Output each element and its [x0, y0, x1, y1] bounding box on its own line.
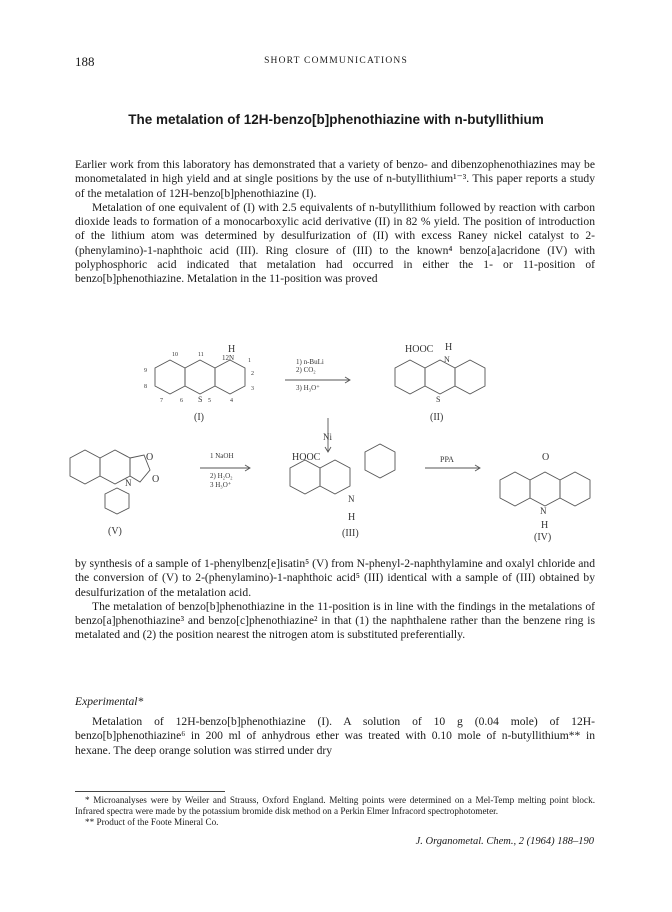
- iv-o-label: O: [542, 452, 550, 463]
- intro-paragraph: Earlier work from this laboratory has demonstrated that a variety of benzo- and dibenzophenothiazines may be monometalated in high yield and at single positions by the use of n-butyllithium¹⁻³. This paper reports a study of the metalation of 12H-benzo[b]phenothiazine (I).: [75, 158, 595, 200]
- footnote-1: * Microanalyses were by Weiler and Strauss, Oxford England. Melting points were determined on a Mel-Temp melting point block. Infrared spectra were made by the potassium bromide disk method on a Perkin Elmer Infracord spectrophotometer.: [75, 795, 595, 816]
- ring-iv-right: [560, 472, 590, 506]
- reagent-naoh-1: 1 NaOH: [210, 452, 234, 460]
- ring-i-mid: [185, 360, 215, 394]
- iv-n-label: N: [540, 506, 547, 516]
- conclusion-paragraph: The metalation of benzo[b]phenothiazine in the 11-position is in line with the findings in the metalations of benzo[a]phenothiazine³ and benzo[c]phenothiazine² in that (1) the naphthalene rather than the benzene ring is metalated and (2) the position nearest the nitrogen atom is substituted preferentially.: [75, 599, 595, 642]
- label-compound-iv: (IV): [534, 532, 552, 543]
- reagent-ppa: PPA: [440, 455, 454, 464]
- ii-h-label: H: [445, 342, 453, 353]
- footnotes: [75, 795, 595, 828]
- v-o-label-1: O: [146, 452, 154, 463]
- i-h-label: H: [228, 344, 236, 355]
- i-pos-6: 6: [180, 398, 183, 404]
- ring-i-right: [215, 360, 245, 394]
- footnote-rule: [75, 791, 225, 792]
- v-o-label-2: O: [152, 474, 160, 485]
- page-number: 188: [75, 54, 95, 69]
- i-pos-2: 2: [251, 371, 254, 377]
- i-pos-8: 8: [144, 384, 147, 390]
- reagent-step-2: 2) CO₂: [296, 366, 316, 374]
- i-pos-10: 10: [172, 352, 178, 358]
- i-pos-9: 9: [144, 368, 147, 374]
- label-compound-i: (I): [194, 412, 204, 423]
- ring-ii-left: [395, 360, 425, 394]
- iii-n-label: N: [348, 494, 355, 504]
- journal-citation: J. Organometal. Chem., 2 (1964) 188–190: [415, 836, 594, 847]
- ring-v-phenyl: [105, 488, 129, 514]
- reagent-naoh-3: 3 H₃O⁺: [210, 481, 232, 489]
- running-title: SHORT COMMUNICATIONS: [264, 56, 408, 66]
- reagent-step-1: 1) n-BuLi: [296, 358, 324, 366]
- intro-section: [75, 158, 595, 287]
- reagent-naoh-2: 2) H₂O₂: [210, 472, 233, 480]
- ring-iii-left: [290, 460, 320, 494]
- v-n-label: N: [125, 478, 132, 488]
- ring-v-left: [70, 450, 100, 484]
- ring-iii-mid: [320, 460, 350, 494]
- ring-iv-left: [500, 472, 530, 506]
- ii-s-label: S: [436, 395, 441, 404]
- experimental-paragraph: Metalation of 12H-benzo[b]phenothiazine (I). A solution of 10 g (0.04 mole) of 12H-benzo[b]phenothiazine⁶ in 200 ml of anhydrous ether was treated with 0.10 mole of n-butyllithium** in hexane. The deep orange solution was stirred under dry: [75, 715, 595, 757]
- ring-ii-mid: [425, 360, 455, 394]
- reagent-ni: Ni: [323, 432, 332, 442]
- i-pos-3: 3: [251, 386, 254, 392]
- i-pos-11: 11: [198, 352, 204, 358]
- ring-ii-right: [455, 360, 485, 394]
- i-pos-7: 7: [160, 398, 163, 404]
- i-pos-4: 4: [230, 398, 233, 404]
- label-compound-iii: (III): [342, 528, 359, 539]
- footnote-2: ** Product of the Foote Mineral Co.: [85, 817, 219, 827]
- reagent-step-3: 3) H₃O⁺: [296, 384, 320, 392]
- discussion-section: [75, 557, 595, 643]
- label-compound-ii: (II): [430, 412, 444, 423]
- iv-h-label: H: [541, 520, 549, 531]
- iii-h-label: H: [348, 512, 356, 523]
- experimental-heading: Experimental*: [75, 695, 144, 708]
- experimental-section: [75, 715, 595, 758]
- ii-hooc-label: HOOC: [405, 344, 434, 355]
- results-paragraph: Metalation of one equivalent of (I) with 2.5 equivalents of n-butyllithium followed by reaction with carbon dioxide leads to formation of a monocarboxylic acid derivative (II) in 82 % yield. The position of introduction of the lithium atom was determined by desulfurization of (II) with excess Raney nickel catalyst to 2-(phenylamino)-1-naphthoic acid (III). Ring closure of (III) to the known⁴ benzo[a]acridone (IV) with polyphosphoric acid indicated that metalation had occurred in either the 1- or 11-position of benzo[b]phenothiazine. Metalation in the 11-position was proved: [75, 200, 595, 286]
- ring-iv-mid: [530, 472, 560, 506]
- ring-i-left: [155, 360, 185, 394]
- i-pos-5: 5: [208, 398, 211, 404]
- reaction-scheme: [60, 340, 620, 545]
- ii-n-label: N: [444, 355, 450, 364]
- i-n-label: 12N: [222, 354, 235, 362]
- synthesis-paragraph: by synthesis of a sample of 1-phenylbenz[e]isatin⁵ (V) from N-phenyl-2-naphthylamine and oxalyl chloride and the conversion of (V) to 2-(phenylamino)-1-naphthoic acid⁵ (III) identical with a sample of (III) obtained by desulfurization of the metalation acid.: [75, 557, 595, 599]
- article-title: The metalation of 12H-benzo[b]phenothiazine with n-butyllithium: [128, 112, 544, 127]
- label-compound-v: (V): [108, 526, 122, 537]
- i-pos-1: 1: [248, 358, 251, 364]
- ring-iii-phenyl: [365, 444, 395, 478]
- iii-hooc-label: HOOC: [292, 452, 321, 463]
- i-s-label: S: [198, 395, 203, 404]
